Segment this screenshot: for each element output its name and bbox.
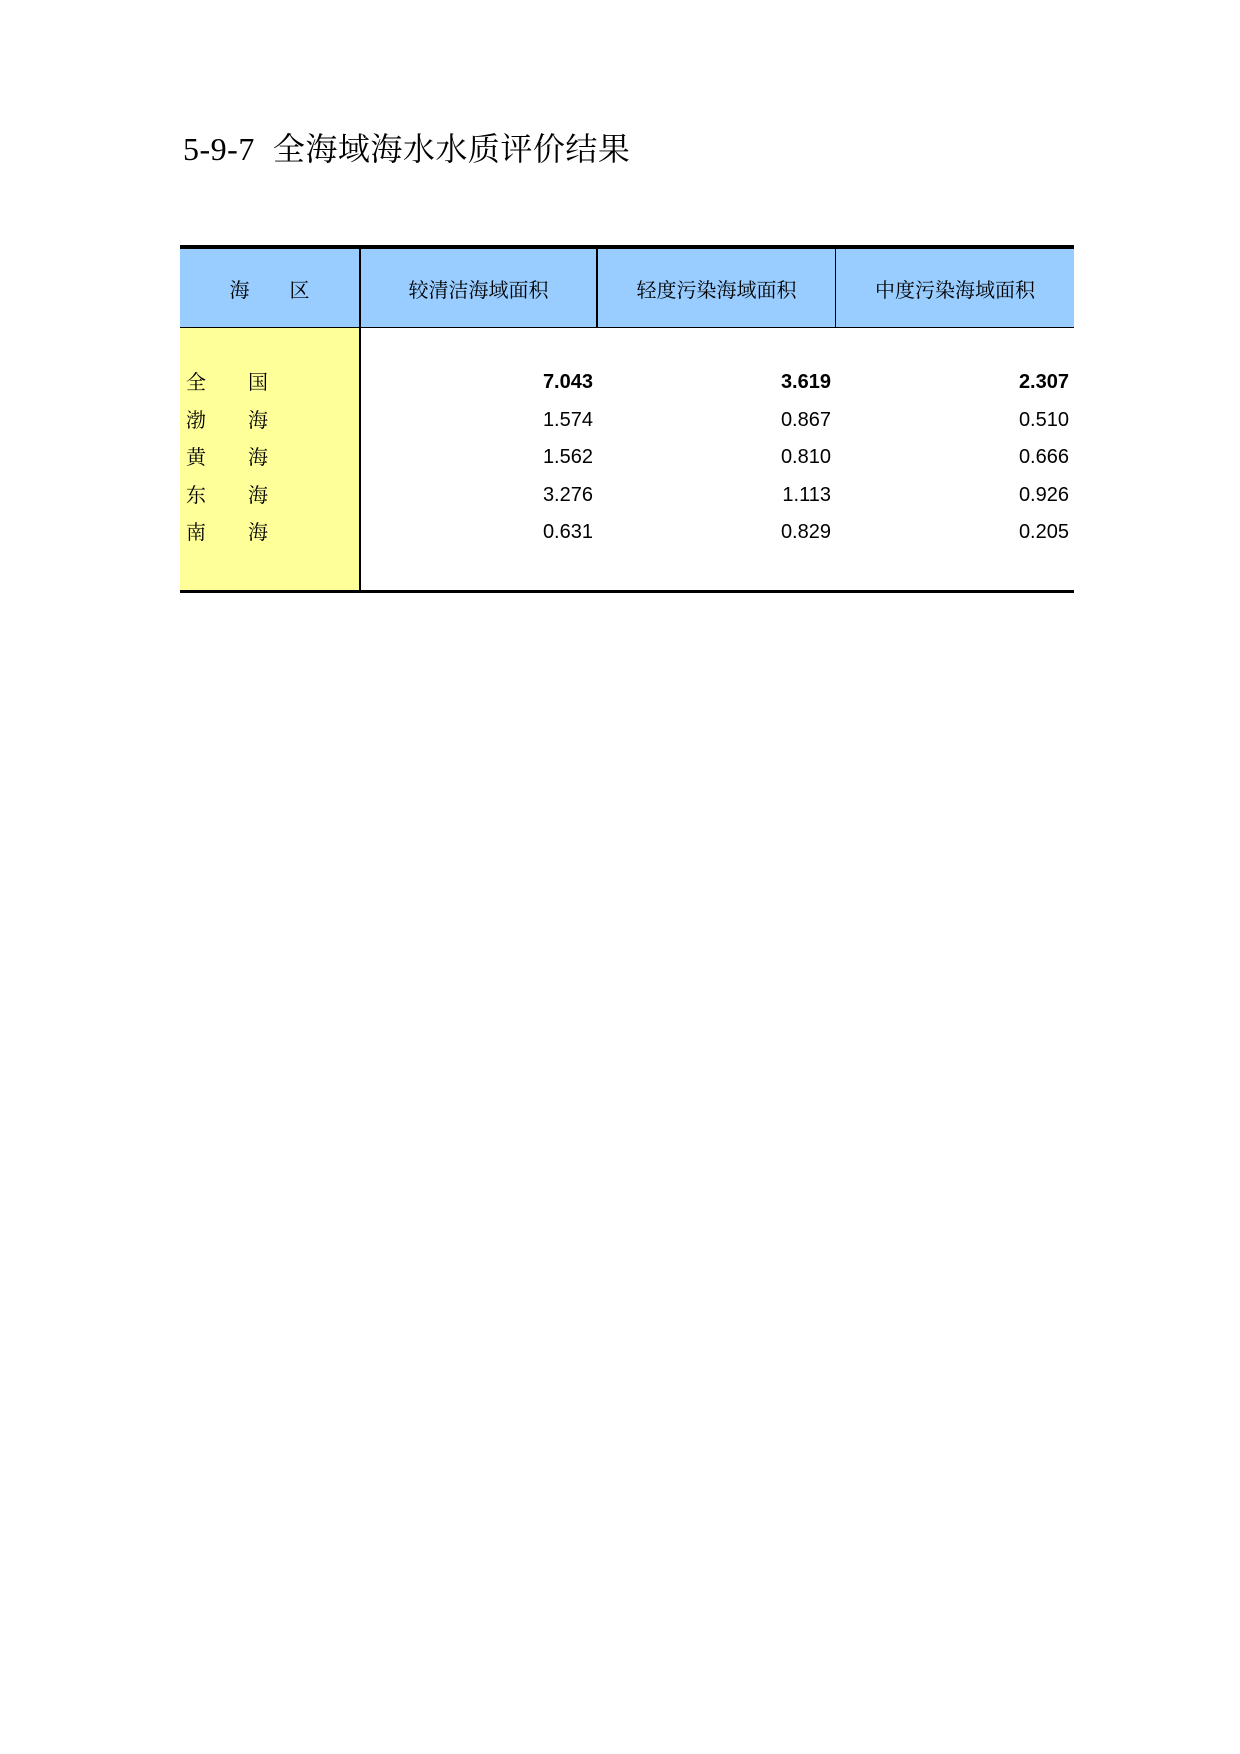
header-clean-area: 较清洁海域面积	[361, 249, 598, 327]
table-body	[180, 328, 1074, 593]
value-cell: 0.810	[780, 446, 831, 469]
region-cell: 南 海	[186, 520, 268, 545]
header-region-char-2: 区	[289, 277, 310, 302]
data-table	[180, 245, 1074, 593]
table-title-text: 全海域海水水质评价结果	[272, 130, 631, 168]
light-pollution-column	[598, 328, 836, 590]
region-cell: 渤 海	[186, 407, 268, 432]
value-cell: 1.113	[782, 483, 831, 506]
value-cell: 0.631	[542, 521, 593, 544]
value-cell: 7.043	[542, 371, 593, 393]
clean-area-column	[361, 328, 598, 590]
value-cell: 0.666	[1018, 446, 1069, 469]
table-number: 5-9-7	[183, 131, 255, 167]
region-column	[180, 328, 361, 590]
header-light-pollution-area: 轻度污染海域面积	[598, 249, 836, 327]
value-cell: 2.307	[1018, 371, 1069, 393]
page-title	[183, 124, 630, 170]
region-cell: 东 海	[186, 482, 268, 507]
header-moderate-pollution-area: 中度污染海域面积	[875, 277, 1035, 302]
value-cell: 0.205	[1018, 521, 1069, 544]
value-cell: 0.867	[780, 408, 831, 431]
value-cell: 3.276	[542, 483, 593, 506]
value-cell: 1.574	[542, 408, 593, 431]
region-cell: 黄 海	[186, 445, 268, 470]
region-cell: 全 国	[186, 370, 268, 394]
table-header-row	[180, 245, 1074, 328]
header-region-char-1: 海	[229, 277, 250, 302]
moderate-pollution-column	[836, 328, 1074, 590]
value-cell: 0.829	[780, 521, 831, 544]
value-cell: 3.619	[780, 371, 831, 393]
value-cell: 0.926	[1018, 483, 1069, 506]
value-cell: 1.562	[542, 446, 593, 469]
value-cell: 0.510	[1018, 408, 1069, 431]
header-region	[180, 249, 361, 327]
